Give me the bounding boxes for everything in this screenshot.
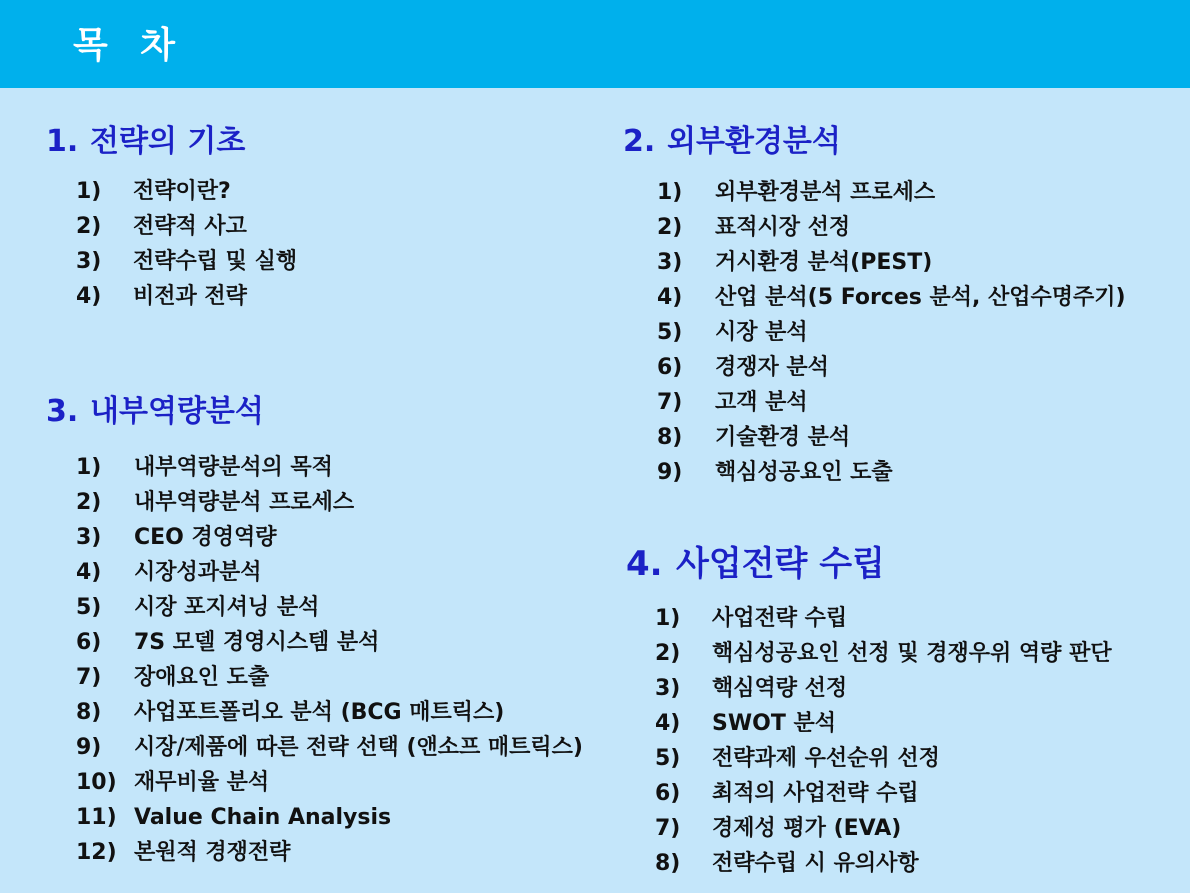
item-text: 핵심성공요인 도출	[715, 460, 893, 485]
item-number: 1)	[657, 180, 683, 205]
section-number: 3.	[46, 394, 79, 429]
item-text: 7S 모델 경영시스템 분석	[134, 630, 380, 655]
item-number: 6)	[657, 355, 683, 380]
item-number: 4)	[655, 711, 681, 736]
item-text: 사업전략 수립	[712, 606, 848, 631]
section-title	[626, 544, 885, 584]
item-text: 고객 분석	[715, 390, 808, 415]
item-text: 표적시장 선정	[715, 215, 851, 240]
item-number: 2)	[655, 641, 681, 666]
section-title	[623, 124, 841, 160]
item-text: 최적의 사업전략 수립	[712, 781, 919, 806]
item-text: 외부환경분석 프로세스	[715, 180, 936, 205]
item-number: 1)	[76, 179, 102, 204]
item-text: 핵심역량 선정	[712, 676, 848, 701]
section-title	[46, 124, 245, 160]
section-2	[623, 124, 1183, 504]
item-text: 재무비율 분석	[134, 770, 270, 795]
item-number: 3)	[657, 250, 683, 275]
section-number: 4.	[626, 544, 663, 584]
item-number: 7)	[76, 665, 102, 690]
item-number: 2)	[657, 215, 683, 240]
item-number: 5)	[655, 746, 681, 771]
page-title: 목 차	[73, 25, 186, 66]
section-title-text: 외부환경분석	[667, 124, 841, 159]
item-text: 전략이란?	[133, 179, 231, 204]
item-number: 12)	[76, 840, 117, 865]
item-number: 5)	[657, 320, 683, 345]
item-text: Value Chain Analysis	[134, 805, 392, 830]
item-number: 9)	[76, 735, 102, 760]
item-text: 시장성과분석	[134, 560, 262, 585]
item-number: 6)	[655, 781, 681, 806]
item-number: 2)	[76, 214, 102, 239]
item-number: 4)	[76, 560, 102, 585]
item-text: 기술환경 분석	[715, 425, 851, 450]
section-number: 2.	[623, 124, 656, 159]
section-number: 1.	[46, 124, 79, 159]
item-text: 전략수립 시 유의사항	[712, 851, 919, 876]
item-number: 4)	[657, 285, 683, 310]
item-number: 2)	[76, 490, 102, 515]
item-number: 3)	[655, 676, 681, 701]
item-text: SWOT 분석	[712, 711, 836, 736]
item-number: 7)	[655, 816, 681, 841]
item-text: 전략과제 우선순위 선정	[712, 746, 940, 771]
item-text: 시장 포지셔닝 분석	[134, 595, 320, 620]
item-number: 3)	[76, 525, 102, 550]
section-title-text: 내부역량분석	[90, 394, 264, 429]
item-text: 내부역량분석의 목적	[134, 455, 333, 480]
item-number: 8)	[655, 851, 681, 876]
item-number: 1)	[76, 455, 102, 480]
item-number: 4)	[76, 284, 102, 309]
item-number: 1)	[655, 606, 681, 631]
item-text: 거시환경 분석(PEST)	[715, 250, 933, 275]
item-text: 시장/제품에 따른 전략 선택 (앤소프 매트릭스)	[134, 735, 583, 760]
item-text: 내부역량분석 프로세스	[134, 490, 355, 515]
item-text: 시장 분석	[715, 320, 808, 345]
item-text: 경쟁자 분석	[715, 355, 829, 380]
item-number: 8)	[76, 700, 102, 725]
item-text: 본원적 경쟁전략	[134, 840, 291, 865]
item-number: 5)	[76, 595, 102, 620]
section-1	[46, 124, 586, 309]
section-3	[46, 394, 616, 874]
item-text: CEO 경영역량	[134, 525, 277, 550]
section-title-text: 전략의 기초	[90, 124, 246, 159]
item-text: 핵심성공요인 선정 및 경쟁우위 역량 판단	[712, 641, 1112, 666]
item-text: 사업포트폴리오 분석 (BCG 매트릭스)	[134, 700, 505, 725]
section-4	[626, 544, 1186, 884]
item-number: 8)	[657, 425, 683, 450]
item-text: 전략적 사고	[133, 214, 247, 239]
item-number: 10)	[76, 770, 117, 795]
item-number: 9)	[657, 460, 683, 485]
item-text: 전략수립 및 실행	[133, 249, 298, 274]
item-number: 7)	[657, 390, 683, 415]
item-text: 경제성 평가 (EVA)	[712, 816, 902, 841]
item-text: 장애요인 도출	[134, 665, 270, 690]
item-text: 비전과 전략	[133, 284, 247, 309]
header-bar	[0, 0, 1190, 88]
section-title-text: 사업전략 수립	[676, 544, 885, 584]
item-number: 11)	[76, 805, 117, 830]
section-title	[46, 394, 264, 430]
item-number: 3)	[76, 249, 102, 274]
item-text: 산업 분석(5 Forces 분석, 산업수명주기)	[715, 285, 1126, 310]
item-number: 6)	[76, 630, 102, 655]
